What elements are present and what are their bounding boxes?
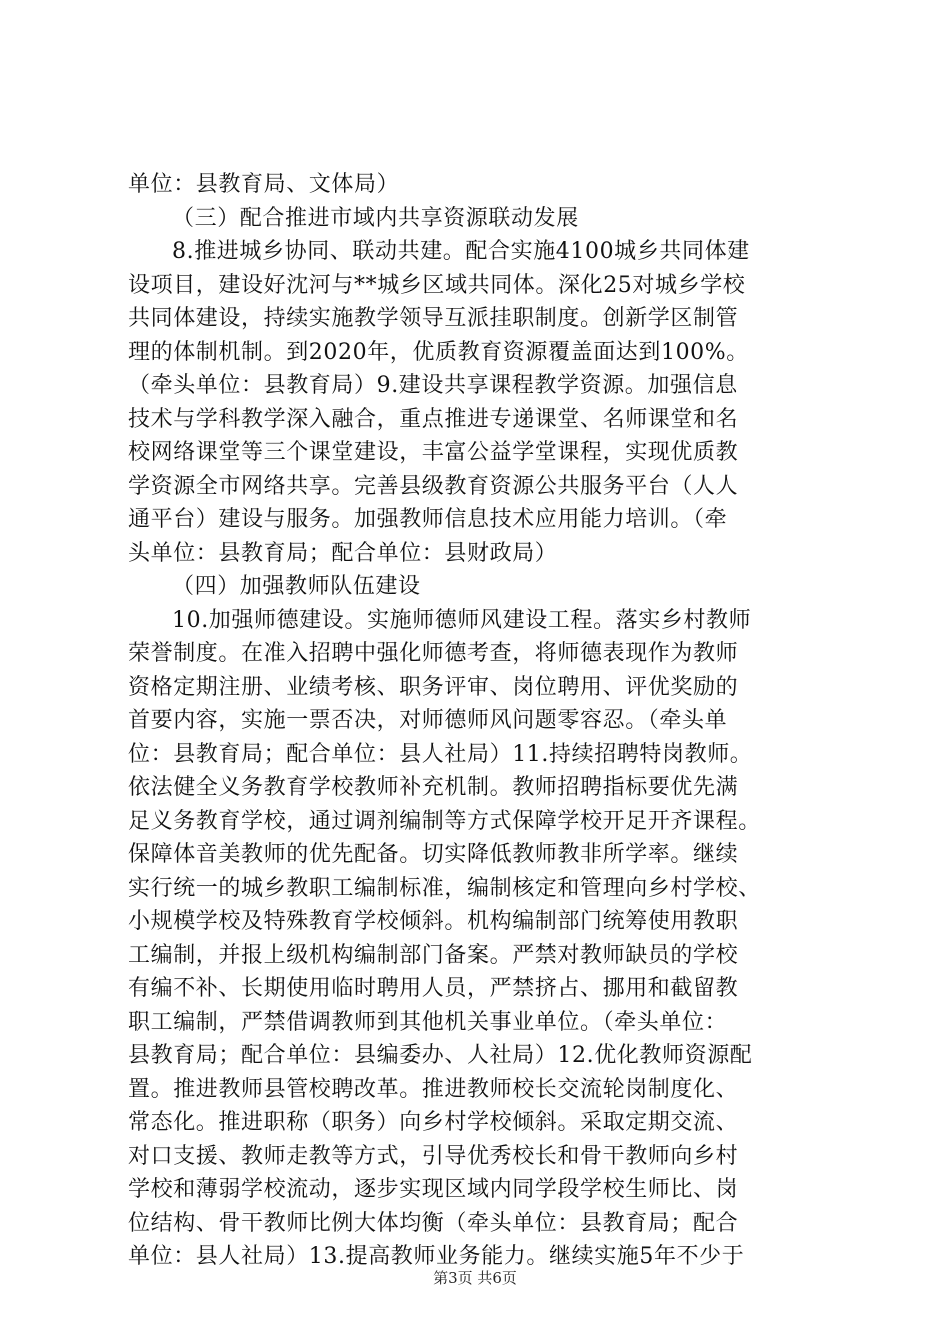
section-heading: （四）加强教师队伍建设 <box>172 574 421 599</box>
text-line: 单位：县人社局）13.提高教师业务能力。继续实施5年不少于 <box>128 1244 745 1269</box>
text-line: 理的体制机制。到2020年，优质教育资源覆盖面达到100%。 <box>128 339 749 365</box>
text-line: 共同体建设，持续实施教学领导互派挂职制度。创新学区制管 <box>128 306 739 331</box>
text-line: 8.推进城乡协同、联动共建。配合实施4100城乡共同体建 <box>172 239 750 264</box>
text-line: 技术与学科教学深入融合，重点推进专递课堂、名师课堂和名 <box>128 406 739 432</box>
text-line: 10.加强师德建设。实施师德师风建设工程。落实乡村教师 <box>172 607 752 633</box>
text-line: 头单位：县教育局；配合单位：县财政局） <box>128 540 558 566</box>
text-line: 职工编制，严禁借调教师到其他机关事业单位。（牵头单位： <box>128 1009 728 1035</box>
text-line: 位结构、骨干教师比例大体均衡（牵头单位：县教育局；配合 <box>128 1210 739 1236</box>
text-line: 小规模学校及特殊教育学校倾斜。机构编制部门统筹使用教职 <box>128 909 739 934</box>
text-line: 足义务教育学校，通过调剂编制等方式保障学校开足开齐课程。 <box>128 808 761 834</box>
text-line: 荣誉制度。在准入招聘中强化师德考查，将师德表现作为教师 <box>128 641 739 666</box>
text-line: 位：县教育局；配合单位：县人社局）11.持续招聘特岗教师。 <box>128 741 753 767</box>
text-line: 通平台）建设与服务。加强教师信息技术应用能力培训。（牵 <box>128 507 728 532</box>
page-footer: 第3页 共6页 <box>433 1269 517 1287</box>
text-line: （牵头单位：县教育局）9.建设共享课程教学资源。加强信息 <box>128 373 738 398</box>
text-line: 设项目，建设好沈河与**城乡区域共同体。深化25对城乡学校 <box>128 272 746 298</box>
text-line: 首要内容，实施一票否决，对师德师风问题零容忍。（牵头单 <box>128 708 728 733</box>
section-heading: （三）配合推进市域内共享资源联动发展 <box>172 205 579 231</box>
text-line: 实行统一的城乡教职工编制标准，编制核定和管理向乡村学校、 <box>128 875 761 901</box>
text-line: 县教育局；配合单位：县编委办、人社局）12.优化教师资源配 <box>128 1043 753 1068</box>
text-line: 工编制，并报上级机构编制部门备案。严禁对教师缺员的学校 <box>128 942 739 968</box>
text-line: 依法健全义务教育学校教师补充机制。教师招聘指标要优先满 <box>128 775 739 800</box>
text-line: 单位：县教育局、文体局） <box>128 172 400 197</box>
text-line: 置。推进教师县管校聘改革。推进教师校长交流轮岗制度化、 <box>128 1076 739 1102</box>
text-line: 有编不补、长期使用临时聘用人员，严禁挤占、挪用和截留教 <box>128 976 739 1001</box>
document-body <box>128 168 828 1274</box>
text-line: 校网络课堂等三个课堂建设，丰富公益学堂课程，实现优质教 <box>128 440 739 465</box>
text-line: 学资源全市网络共享。完善县级教育资源公共服务平台（人人 <box>128 473 739 499</box>
text-line: 对口支援、教师走教等方式，引导优秀校长和骨干教师向乡村 <box>128 1143 739 1169</box>
text-line: 常态化。推进职称（职务）向乡村学校倾斜。采取定期交流、 <box>128 1110 739 1135</box>
text-line: 保障体音美教师的优先配备。切实降低教师教非所学率。继续 <box>128 842 739 867</box>
text-line: 学校和薄弱学校流动，逐步实现区域内同学段学校生师比、岗 <box>128 1177 739 1202</box>
text-line: 资格定期注册、业绩考核、职务评审、岗位聘用、评优奖励的 <box>128 674 739 700</box>
